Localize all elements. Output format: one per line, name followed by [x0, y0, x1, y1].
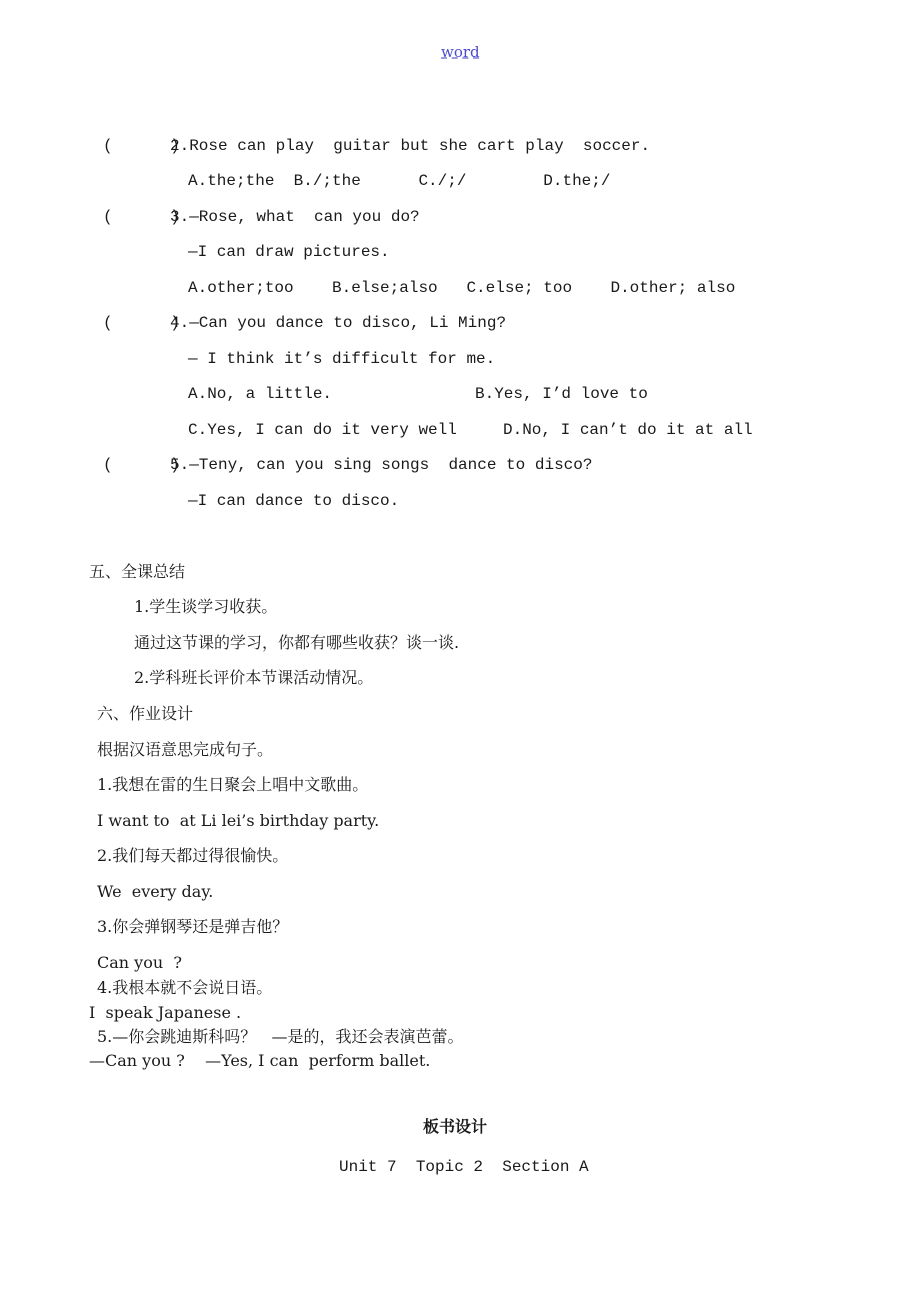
q3-stem: 3.—Rose, what can you do? — [170, 208, 420, 226]
q4-option-b: B.Yes, I’d love to — [475, 385, 648, 403]
q4-stem: 4.—Can you dance to disco, Li Ming? — [170, 314, 507, 332]
summary-heading: 五、全课总结 — [89, 562, 186, 581]
homework-instruction: 根据汉语意思完成句子。 — [97, 740, 274, 759]
q4-option-c: C.Yes, I can do it very well — [188, 421, 457, 439]
summary-item-1-note: 通过这节课的学习，你都有哪些收获？谈一谈. — [134, 633, 460, 652]
board-title: 板书设计 — [423, 1117, 488, 1136]
homework-s5-en: —Can you ? —Yes, I can perform ballet. — [89, 1051, 431, 1070]
homework-s5-cn: 5.—你会跳迪斯科吗？ —是的，我还会表演芭蕾。 — [97, 1027, 464, 1046]
q5-answer-paren: ( ) — [103, 456, 180, 474]
homework-s4-cn: 4.我根本就不会说日语。 — [97, 978, 273, 997]
homework-heading: 六、作业设计 — [97, 704, 194, 723]
summary-item-2: 2.学科班长评价本节课活动情况。 — [134, 668, 374, 687]
summary-item-1: 1.学生谈学习收获。 — [134, 597, 278, 616]
q3-answer-paren: ( ) — [103, 208, 180, 226]
homework-s2-en: We every day. — [97, 882, 214, 901]
q4-reply: — I think it’s difficult for me. — [188, 350, 496, 368]
homework-s1-cn: 1.我想在雷的生日聚会上唱中文歌曲。 — [97, 775, 369, 794]
q4-answer-paren: ( ) — [103, 314, 180, 332]
q4-option-a: A.No, a little. — [188, 385, 333, 403]
page-header-word: word — [441, 43, 480, 61]
q5-reply: —I can dance to disco. — [188, 492, 400, 510]
q2-answer-paren: ( ) — [103, 137, 180, 155]
q3-options: A.other;too B.else;also C.else; too D.other; also — [188, 279, 736, 297]
homework-s4-en: I speak Japanese . — [89, 1003, 242, 1022]
homework-s3-en: Can you ? — [97, 953, 182, 972]
homework-s3-cn: 3.你会弹钢琴还是弹吉他？ — [97, 917, 289, 936]
board-subtitle: Unit 7 Topic 2 Section A — [339, 1158, 589, 1176]
q2-stem: 2.Rose can play guitar but she cart play soccer. — [170, 137, 651, 155]
homework-s2-cn: 2.我们每天都过得很愉快。 — [97, 846, 289, 865]
homework-s1-en: I want to at Li lei’s birthday party. — [97, 811, 380, 830]
q5-stem: 5.—Teny, can you sing songs dance to disco? — [170, 456, 593, 474]
q4-option-d: D.No, I can’t do it at all — [503, 421, 753, 439]
q2-options: A.the;the B./;the C./;/ D.the;/ — [188, 172, 611, 190]
q3-reply: —I can draw pictures. — [188, 243, 390, 261]
